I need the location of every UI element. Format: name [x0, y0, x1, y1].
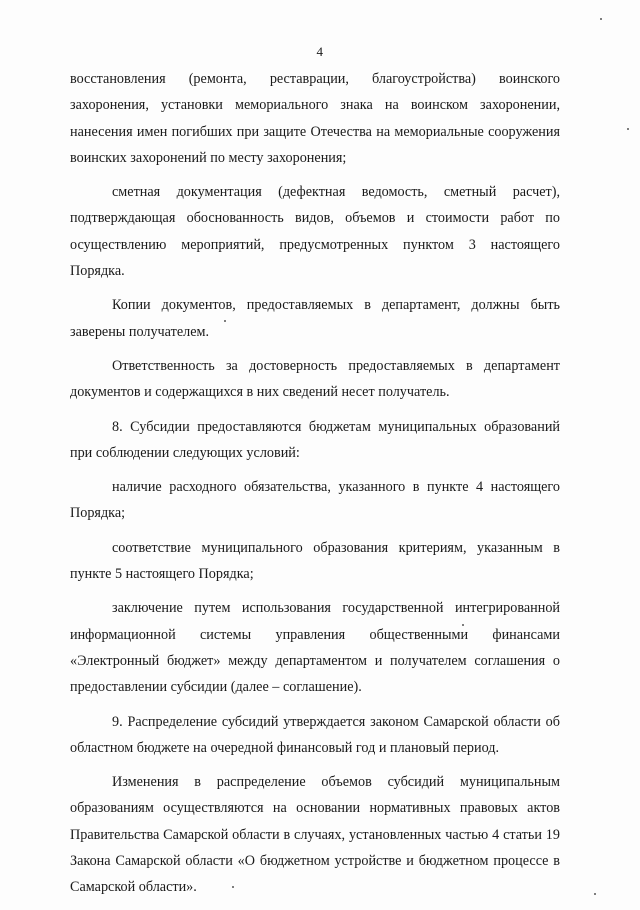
- scan-speck: [224, 320, 226, 322]
- paragraph-clause-9: 9. Распределение субсидий утверждается законом Самарской области об областном бюджете на очередной финансовый год и плановый период.: [70, 713, 560, 756]
- paragraph-condition-criteria: соответствие муниципального образования критериям, указанным в пункте 5 настоящего Порядка;: [70, 539, 560, 583]
- scan-speck: [232, 886, 234, 888]
- paragraph-estimate-documentation: сметная документация (дефектная ведомость, сметный расчет), подтверждающая обоснованность видов, объемов и стоимости работ по осуществлению мероприятий, предусмотренных пунктом 3 настоящего Порядка.: [70, 184, 560, 280]
- page-number: 4: [316, 44, 324, 59]
- scan-speck: [594, 893, 596, 895]
- paragraph-clause-8: 8. Субсидии предоставляются бюджетам муниципальных образований при соблюдении следующих условий:: [70, 418, 560, 461]
- scan-speck: [600, 18, 602, 20]
- paragraph-condition-agreement: заключение путем использования государственной интегрированной информационной системы управления общественными финансами «Электронный бюджет» между департаментом и получателем соглашения о предоставлении субсидии (далее – соглашение).: [70, 600, 560, 696]
- document-body: [70, 66, 560, 901]
- paragraph-document-copies: Копии документов, предоставляемых в департамент, должны быть заверены получателем.: [70, 297, 560, 340]
- paragraph-condition-obligation: наличие расходного обязательства, указанного в пункте 4 настоящего Порядка;: [70, 479, 560, 522]
- paragraph-responsibility: Ответственность за достоверность предоставляемых в департамент документов и содержащихся в них сведений несет получатель.: [70, 357, 560, 401]
- scan-speck: [627, 128, 629, 130]
- paragraph-continuation: восстановления (ремонта, реставрации, благоустройства) воинского захоронения, установки мемориального знака на воинском захоронении, нанесения имен погибших при защите Отечества на мемориальные сооружения воинских захоронений по месту захоронения;: [70, 71, 560, 166]
- scan-speck: [462, 624, 464, 626]
- paragraph-distribution-changes: Изменения в распределение объемов субсидий муниципальным образованиям осуществляются на основании нормативных правовых актов Правительства Самарской области в случаях, установленных частью 4 статьи 19 Закона Самарской области «О бюджетном устройстве и бюджетном процессе в Самарской области».: [70, 774, 560, 896]
